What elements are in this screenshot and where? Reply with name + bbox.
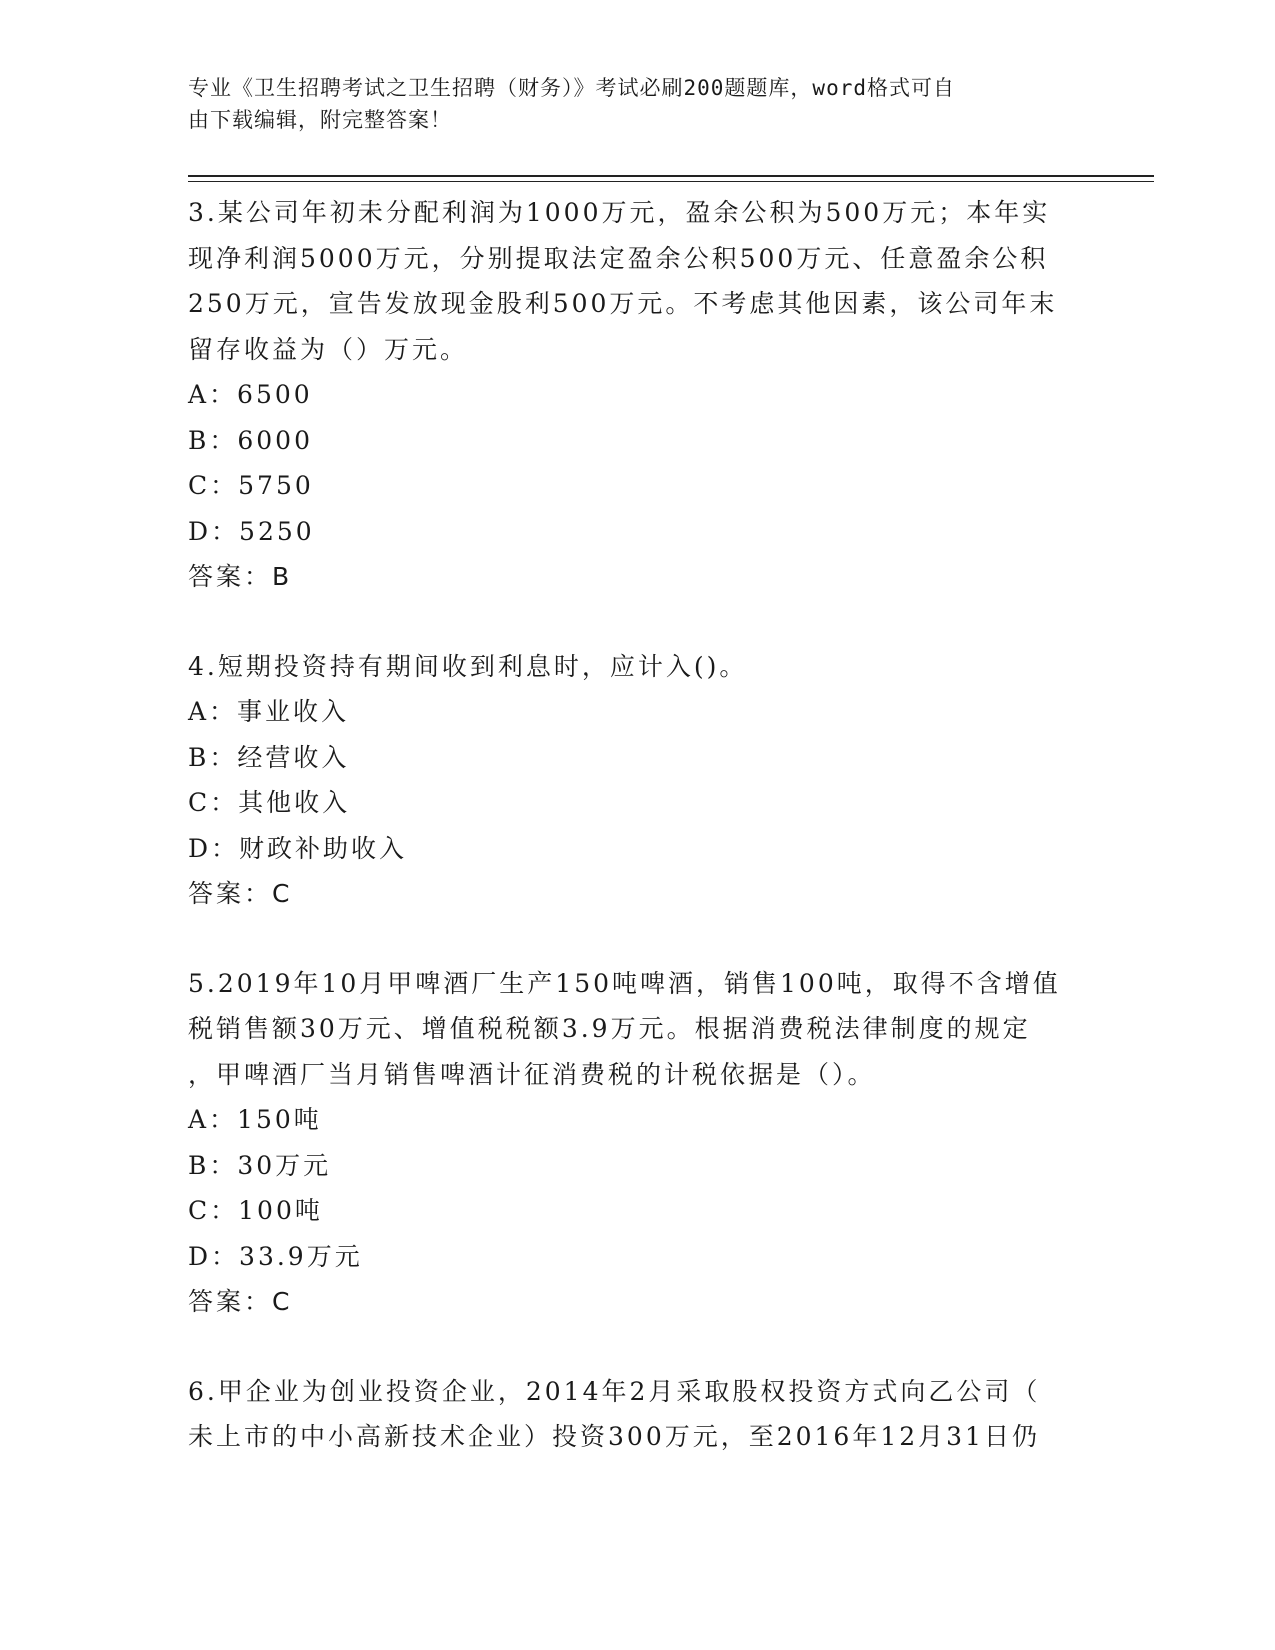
question-block <box>188 961 1088 1325</box>
question-line: 税销售额30万元、增值税税额3.9万元。根据消费税法律制度的规定 <box>188 1014 1031 1043</box>
question-line: 250万元，宣告发放现金股利500万元。不考虑其他因素，该公司年末 <box>188 289 1058 318</box>
question-spacer <box>188 600 1088 644</box>
question-line: 留存收益为（）万元。 <box>188 334 469 364</box>
question-block <box>188 644 1088 917</box>
option-d: D：财政补助收入 <box>188 833 408 863</box>
option-a: A：6500 <box>188 380 313 409</box>
header-divider-thick <box>188 175 1154 177</box>
header-line-1: 专业《卫生招聘考试之卫生招聘（财务）》考试必刷200题题库，word格式可自 <box>188 76 955 100</box>
question-block <box>188 1369 1088 1460</box>
question-line: ，甲啤酒厂当月销售啤酒计征消费税的计税依据是（）。 <box>188 1059 876 1089</box>
header-line-2: 由下载编辑，附完整答案！ <box>188 108 452 132</box>
option-d: D：33.9万元 <box>188 1241 363 1271</box>
option-c: C：5750 <box>188 471 314 500</box>
answer-line: 答案：C <box>188 879 293 908</box>
header-divider-thin <box>188 181 1154 182</box>
option-d: D：5250 <box>188 516 315 546</box>
question-line: 6.甲企业为创业投资企业，2014年2月采取股权投资方式向乙公司（ <box>188 1376 1041 1406</box>
question-line: 5.2019年10月甲啤酒厂生产150吨啤酒，销售100吨，取得不含增值 <box>188 968 1061 998</box>
question-line: 3.某公司年初未分配利润为1000万元，盈余公积为500万元；本年实 <box>188 198 1051 227</box>
option-b: B：6000 <box>188 425 313 455</box>
question-line: 4.短期投资持有期间收到利息时，应计入()。 <box>188 651 748 681</box>
document-header <box>188 72 1068 136</box>
question-line: 现净利润5000万元，分别提取法定盈余公积500万元、任意盈余公积 <box>188 243 1049 273</box>
question-spacer <box>188 917 1088 961</box>
option-a: A：150吨 <box>188 1105 322 1134</box>
answer-line: 答案：B <box>188 562 293 591</box>
option-b: B：经营收入 <box>188 742 350 772</box>
question-spacer <box>188 1325 1088 1369</box>
option-b: B：30万元 <box>188 1150 332 1180</box>
option-c: C：100吨 <box>188 1196 323 1225</box>
question-line: 未上市的中小高新技术企业）投资300万元，至2016年12月31日仍 <box>188 1422 1040 1451</box>
question-list <box>188 190 1088 1460</box>
question-block <box>188 190 1088 600</box>
option-a: A：事业收入 <box>188 697 350 726</box>
answer-line: 答案：C <box>188 1287 293 1316</box>
option-c: C：其他收入 <box>188 788 351 817</box>
